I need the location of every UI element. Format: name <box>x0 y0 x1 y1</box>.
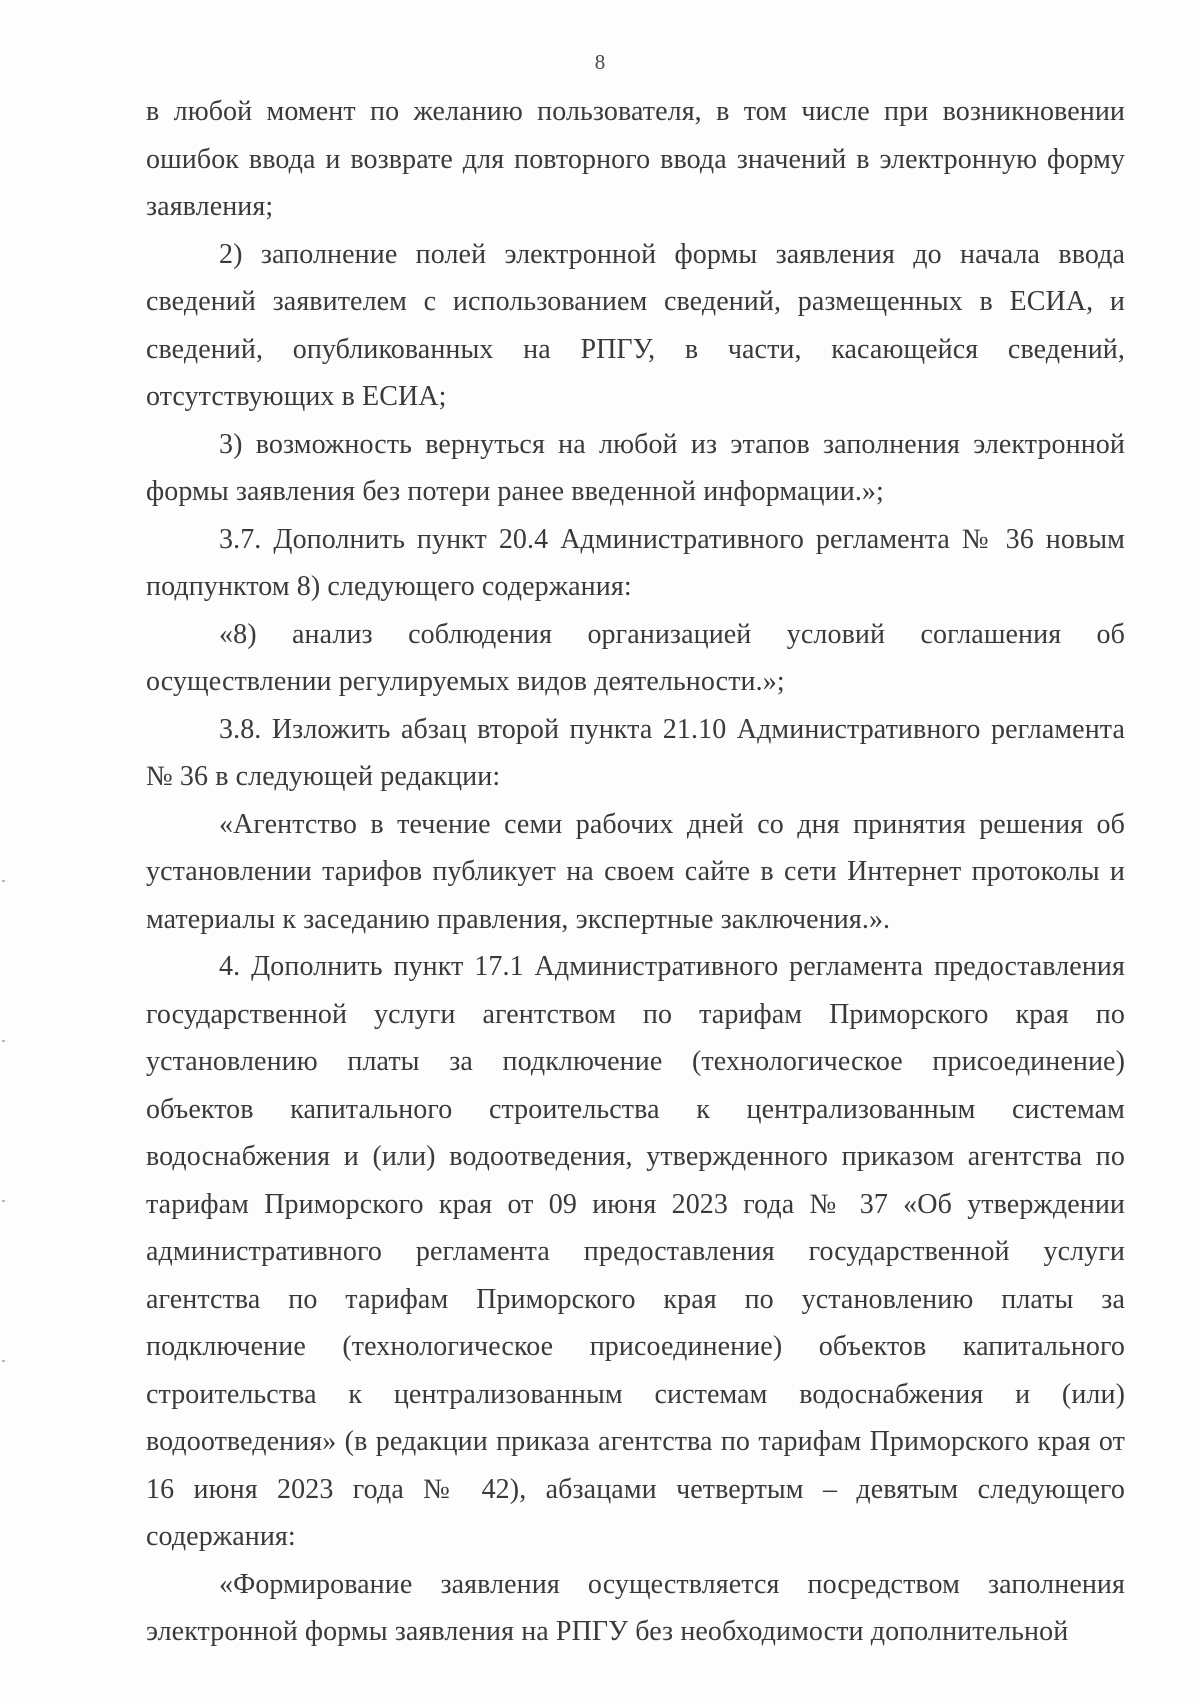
paragraph-continuation: в любой момент по желанию пользователя, в том числе при возникновении ошибок ввода и возврате для повторного ввода значений в электронную форму заявления; <box>146 96 1125 222</box>
scan-edge-marks <box>0 0 8 1698</box>
paragraph-4: 4. Дополнить пункт 17.1 Административного регламента предоставления государственной услуги агентством по тарифам Приморского края по установлению платы за подключение (технологическое присоединение) объектов капитального строительства к централизованным системам водоснабжения и (или) водоотведения, утвержденного приказом агентства по тарифам Приморского края от 09 июня 2023 года № 37 «Об утверждении административного регламента предоставления государственной услуги агентства по тарифам Приморского края по установлению платы за подключение (технологическое присоединение) объектов капитального строительства к централизованным системам водоснабжения и (или) водоотведения» (в редакции приказа агентства по тарифам Приморского края от 16 июня 2023 года № 42), абзацами четвертым – девятым следующего содержания: <box>146 951 1125 1552</box>
page-number: 8 <box>594 50 606 74</box>
paragraph-quote-8: «8) анализ соблюдения организацией условий соглашения об осуществлении регулируемых видов деятельности.»; <box>146 618 1125 697</box>
paragraph-quote-agency: «Агентство в течение семи рабочих дней со дня принятия решения об установлении тарифов публикует на своем сайте в сети Интернет протоколы и материалы к заседанию правления, экспертные заключения.». <box>146 808 1125 935</box>
paragraph-3-8: 3.8. Изложить абзац второй пункта 21.10 Административного регламента № 36 в следующей редакции: <box>146 713 1125 792</box>
paragraph-3-7: 3.7. Дополнить пункт 20.4 Административного регламента № 36 новым подпунктом 8) следующего содержания: <box>146 523 1125 602</box>
paragraph-item-3: 3) возможность вернуться на любой из этапов заполнения электронной формы заявления без потери ранее введенной информации.»; <box>146 428 1125 507</box>
document-body <box>146 88 1125 1656</box>
paragraph-item-2: 2) заполнение полей электронной формы заявления до начала ввода сведений заявителем с использованием сведений, размещенных в ЕСИА, и сведений, опубликованных на РПГУ, в части, касающейся сведений, отсутствующих в ЕСИА; <box>146 238 1125 412</box>
paragraph-quote-formation: «Формирование заявления осуществляется посредством заполнения электронной формы заявления на РПГУ без необходимости дополнительной <box>146 1568 1125 1647</box>
